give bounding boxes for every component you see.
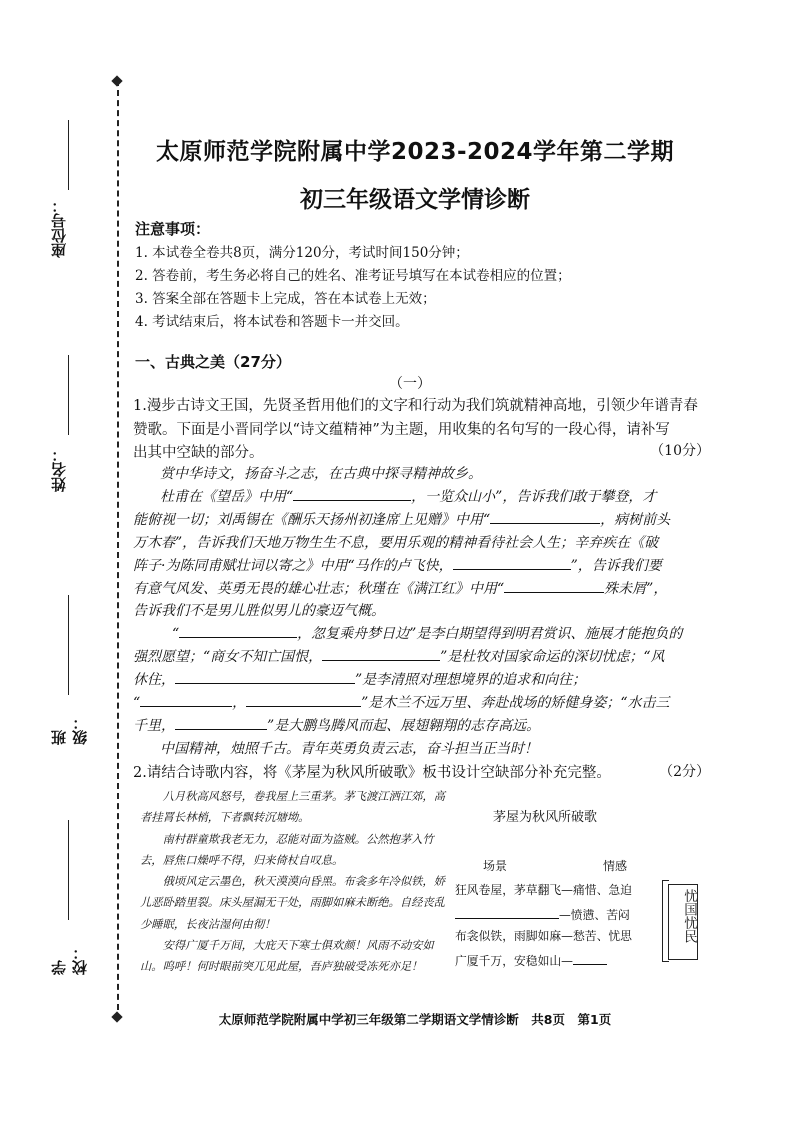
answer-line: 阵子·为陈同甫赋壮词以寄之》中用“马作的卢飞快， ”，告诉我们要 <box>133 555 713 575</box>
fill-blank[interactable] <box>504 578 604 593</box>
school-label: 学校： <box>50 945 89 975</box>
answer-line: 杜甫在《望岳》中用“ ，一览众山小”，告诉我们敢于攀登，才 <box>160 486 740 506</box>
school-line <box>68 820 69 920</box>
fill-blank[interactable] <box>322 646 440 661</box>
answer-line: “ ， ”是木兰不远万里、奔赴战场的矫健身姿；“水击三 <box>133 692 713 712</box>
fill-blank[interactable] <box>293 486 411 501</box>
fill-blank[interactable] <box>140 692 232 707</box>
name-line <box>68 355 69 435</box>
poem-paragraph: 八月秋高风怒号，卷我屋上三重茅。茅飞渡江洒江郊，高者挂罥长林梢，下者飘转沉塘坳。 <box>140 790 446 825</box>
notice-item: 1. 本试卷全卷共8页，满分120分，考试时间150分钟； <box>135 245 469 261</box>
name-label: 姓名： <box>50 447 68 492</box>
poem-text <box>140 786 452 978</box>
seat-number-label: 座位号： <box>50 198 68 258</box>
board-theme: 忧国忧民 <box>681 889 697 943</box>
question-1-text <box>133 441 713 462</box>
fill-blank[interactable] <box>573 950 607 965</box>
fill-blank[interactable] <box>455 904 559 919</box>
question-2-score: （2分） <box>659 764 710 780</box>
class-label: 班级： <box>50 715 89 745</box>
class-field <box>48 595 89 745</box>
school-field <box>48 820 89 975</box>
answer-line: 能俯视一切；刘禹锡在《酬乐天扬州初逢席上见赠》中用“ ，病树前头 <box>133 509 713 529</box>
exam-subtitle: 初三年级语文学情诊断 <box>300 187 530 213</box>
answer-line: 赏中华诗文，扬奋斗之志，在古典中探寻精神故乡。 <box>160 466 482 482</box>
board-row: 布衾似铁，雨脚如麻—愁苦、忧思 <box>455 929 632 943</box>
page-footer: 太原师范学院附属中学初三年级第二学期语文学情诊断 共8页 第1页 <box>218 1012 612 1027</box>
poem-paragraph: 俄顷风定云墨色，秋天漠漠向昏黑。布衾多年冷似铁，娇儿恶卧踏里裂。床头屋漏无干处，雨脚如麻未断绝。自经丧乱少睡眠，长夜沾湿何由彻！ <box>140 875 446 931</box>
fill-blank[interactable] <box>246 692 361 707</box>
binding-dashed-line <box>117 80 119 1020</box>
binding-top-marker <box>111 75 122 86</box>
answer-line: 中国精神，烛照千古。青年英勇负责云志，奋斗担当正当时！ <box>160 741 538 757</box>
seat-number-field <box>48 120 82 260</box>
question-1-score: （10分） <box>650 443 710 459</box>
board-theme-box <box>668 884 698 960</box>
exam-title: 太原师范学院附属中学2023-2024学年第二学期 <box>155 139 675 165</box>
board-title: 茅屋为秋风所破歌 <box>492 810 597 825</box>
poem-paragraph: 安得广厦千万间，大庇天下寒士俱欢颜！风雨不动安如山。呜呼！何时眼前突兀见此屋，吾庐独破受冻死亦足！ <box>140 939 434 974</box>
question-2-text: 2.请结合诗歌内容，将《茅屋为秋风所破歌》板书设计空缺部分补充完整。 <box>133 765 611 781</box>
fill-blank[interactable] <box>175 715 267 730</box>
notice-item: 2. 答卷前，考生务必将自己的姓名、准考证号填写在本试卷相应的位置； <box>135 268 571 284</box>
board-row: —愤懑、苦闷 <box>455 904 630 923</box>
fill-blank[interactable] <box>490 509 600 524</box>
board-column-scene: 场景 <box>483 859 508 873</box>
question-1-text-end: 出其中空缺的部分。 <box>133 445 264 461</box>
answer-line: “ ，忽复乘舟梦日边”是李白期望得到明君赏识、施展才能抱负的 <box>172 623 752 643</box>
section-heading: 一、古典之美（27分） <box>135 353 291 371</box>
answer-line: 有意气风发、英勇无畏的雄心壮志；秋瑾在《满江红》中用“ 殊未屑”， <box>133 578 713 598</box>
subsection-heading: （一） <box>389 376 431 392</box>
answer-line: 万木春”，告诉我们天地万物生生不息，要用乐观的精神看待社会人生；辛弃疾在《破 <box>133 535 659 551</box>
board-row: 狂风卷屋，茅草翻飞—痛惜、急迫 <box>455 883 632 897</box>
binding-bottom-marker <box>111 1011 122 1022</box>
name-field <box>48 355 82 495</box>
answer-line: 强烈愿望；“商女不知亡国恨， ”是杜牧对国家命运的深切忧虑；“风 <box>133 646 713 666</box>
fill-blank[interactable] <box>179 623 297 638</box>
notice-item: 4. 考试结束后，将本试卷和答题卡一并交回。 <box>135 314 409 330</box>
poem-paragraph: 南村群童欺我老无力，忍能对面为盗贼。公然抱茅入竹去，唇焦口燥呼不得，归来倚杖自叹息。 <box>140 832 434 867</box>
question-1-text: 1.漫步古诗文王国，先贤圣哲用他们的文字和行动为我们筑就精神高地，引领少年谱青春 <box>133 398 698 414</box>
fill-blank[interactable] <box>453 555 571 570</box>
board-column-emotion: 情感 <box>603 859 628 873</box>
class-line <box>68 595 69 695</box>
notice-item: 3. 答案全部在答题卡上完成，答在本试卷上无效； <box>135 291 436 307</box>
question-1-text: 赞歌。下面是小晋同学以“诗文蕴精神”为主题，用收集的名句写的一段心得，请补写 <box>133 422 670 438</box>
answer-line: 千里， ”是大鹏鸟腾风而起、展翅翱翔的志存高远。 <box>133 715 713 735</box>
answer-line: 告诉我们不是男儿胜似男儿的豪迈气概。 <box>133 603 385 619</box>
seat-number-line <box>68 120 69 190</box>
board-row: 广厦千万，安稳如山— <box>455 950 607 969</box>
answer-line: 休住， ”是李清照对理想境界的追求和向往； <box>133 669 713 689</box>
fill-blank[interactable] <box>175 669 355 684</box>
notice-heading: 注意事项： <box>135 220 211 238</box>
